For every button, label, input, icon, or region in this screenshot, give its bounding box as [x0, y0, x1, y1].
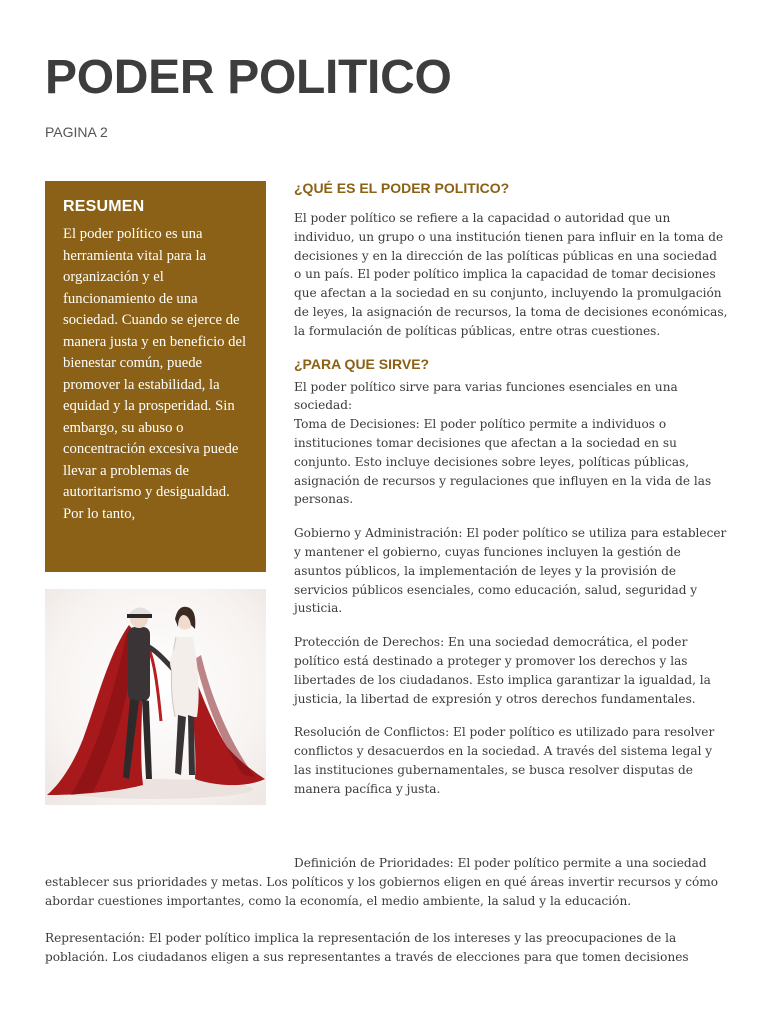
illustration-image	[45, 589, 266, 805]
full-width-content	[45, 854, 728, 967]
section-heading-que-es: ¿QUÉ ES EL PODER POLITICO?	[294, 180, 510, 196]
summary-box	[45, 181, 266, 572]
summary-text: El poder político es una herramienta vital para la organización y el funcionamiento de una sociedad. Cuando se ejerce de manera justa y en beneficio del bienestar común, puede promover la estabilidad, la equidad y la prosperidad. Sin embargo, su abuso o concentración excesiva puede llevar a problemas de autoritarismo y desigualdad. Por lo tanto,	[63, 226, 247, 522]
function-paragraph-toma: Toma de Decisiones: El poder político permite a individuos o instituciones tomar decisiones que afectan a la sociedad en su conjunto. Esto incluye decisiones sobre leyes, políticas públicas, asignación de recursos y regulaciones que influyen en la vida de las personas.	[294, 417, 712, 507]
section-body-que-es: El poder político se refiere a la capacidad o autoridad que un individuo, un grupo o una institución tienen para influir en la toma de decisiones y en la dirección de las políticas públicas en una sociedad o un país. El poder político implica la capacidad de tomar decisiones que afectan a la sociedad en su conjunto, incluyendo la promulgación de leyes, la asignación de recursos, la toma de decisiones económicas, la formulación de políticas públicas, entre otras cuestiones.	[294, 211, 728, 338]
section-heading-para-que: ¿PARA QUE SIRVE?	[294, 355, 430, 372]
page-subtitle: PAGINA 2	[45, 124, 108, 140]
function-paragraph-prioridades: Definición de Prioridades: El poder político permite a una sociedad establecer sus prioridades y metas. Los políticos y los gobiernos eligen en qué áreas invertir recursos y cómo abordar cuestiones importantes, como la economía, el medio ambiente, la salud y la educación.	[45, 856, 719, 908]
main-content	[294, 178, 728, 799]
function-paragraph-representacion: Representación: El poder político implica la representación de los intereses y las preocupaciones de la población. Los ciudadanos eligen a sus representantes a través de elecciones para que tomen decisiones	[45, 931, 689, 965]
function-paragraph-gobierno: Gobierno y Administración: El poder político se utiliza para establecer y mantener el gobierno, cuyas funciones incluyen la gestión de asuntos públicos, la implementación de leyes y la provisión de servicios públicos esenciales, como educación, salud, seguridad y justicia.	[294, 526, 727, 616]
function-paragraph-resolucion: Resolución de Conflictos: El poder político es utilizado para resolver conflictos y desacuerdos en la sociedad. A través del sistema legal y las instituciones gubernamentales, se busca resolver disputas de manera pacífica y justa.	[294, 725, 715, 796]
page-title: PODER POLITICO	[45, 51, 452, 104]
function-paragraph-proteccion: Protección de Derechos: En una sociedad democrática, el poder político está destinado a proteger y promover los derechos y las libertades de los ciudadanos. Esto implica garantizar la igualdad, la justicia, la libertad de expresión y otros derechos fundamentales.	[294, 635, 711, 706]
section-intro-para-que: El poder político sirve para varias funciones esenciales en una sociedad:	[294, 379, 678, 413]
summary-heading: RESUMEN	[63, 198, 145, 215]
